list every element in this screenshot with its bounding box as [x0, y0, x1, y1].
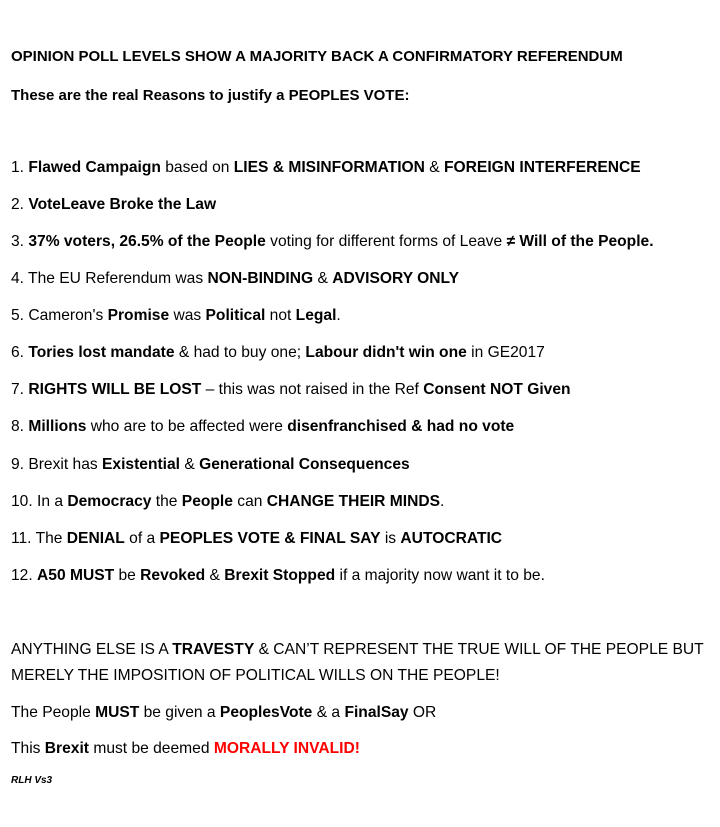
bold-text: TRAVESTY: [172, 641, 255, 658]
text-run: 2.: [11, 196, 29, 213]
text-run: be given a: [139, 704, 220, 721]
text-run: .: [440, 493, 445, 510]
text-run: of a: [124, 530, 160, 547]
bold-text: MUST: [95, 704, 140, 721]
text-run: 9. Brexit has: [11, 456, 103, 473]
text-run: .: [336, 307, 341, 324]
bold-text: CHANGE THEIR MINDS: [266, 493, 441, 510]
text-run: & a: [312, 704, 345, 721]
bold-text: disenfranchised & had no vote: [287, 418, 515, 435]
text-run: was: [169, 307, 206, 324]
bold-text: A50 MUST: [37, 567, 115, 584]
bold-text: Political: [205, 307, 266, 324]
bold-text: RIGHTS WILL BE LOST: [28, 381, 202, 398]
highlight-text: MORALLY INVALID!: [213, 740, 360, 757]
subheadline: These are the real Reasons to justify a PEOPLES VOTE:: [11, 87, 410, 104]
text-run: &: [205, 567, 225, 584]
text-run: is: [380, 530, 401, 547]
reason-item: [11, 195, 216, 215]
text-run: OR: [408, 704, 437, 721]
text-run: can: [232, 493, 267, 510]
text-run: 3.: [11, 233, 29, 250]
bold-text: AUTOCRATIC: [400, 530, 503, 547]
reason-item: [11, 269, 459, 289]
reason-item: [11, 417, 514, 437]
text-run: ANYTHING ELSE IS A: [11, 641, 173, 658]
bold-text: Democracy: [67, 493, 152, 510]
bold-text: Revoked: [140, 567, 206, 584]
headline: OPINION POLL LEVELS SHOW A MAJORITY BACK A CONFIRMATORY REFERENDUM: [11, 48, 623, 65]
text-run: 10. In a: [11, 493, 68, 510]
bold-text: FOREIGN INTERFERENCE: [444, 159, 641, 176]
text-run: the: [151, 493, 182, 510]
text-run: This: [11, 740, 45, 757]
signature: RLH Vs3: [11, 775, 53, 786]
text-run: 4. The EU Referendum was: [11, 270, 208, 287]
bold-text: Generational Consequences: [199, 456, 410, 473]
text-run: based on: [160, 159, 234, 176]
text-run: in GE2017: [466, 344, 545, 361]
text-run: The People: [11, 704, 96, 721]
text-run: – this was not raised in the Ref: [201, 381, 424, 398]
bold-text: Labour didn't win one: [305, 344, 467, 361]
text-run: 7.: [11, 381, 29, 398]
text-run: be: [114, 567, 141, 584]
text-run: 1.: [11, 159, 29, 176]
bold-text: Brexit: [44, 740, 89, 757]
bold-text: ≠ Will of the People.: [506, 233, 654, 250]
bold-text: Millions: [28, 418, 87, 435]
reason-item: [11, 566, 545, 586]
bold-text: DENIAL: [66, 530, 125, 547]
text-run: 6.: [11, 344, 29, 361]
text-run: &: [424, 159, 445, 176]
text-run: MERELY THE IMPOSITION OF POLITICAL WILLS ON THE PEOPLE!: [11, 667, 500, 684]
text-run: must be deemed: [89, 740, 214, 757]
closing-line: [11, 739, 360, 759]
bold-text: People: [181, 493, 233, 510]
reason-item: [11, 380, 571, 400]
bold-text: PEOPLES VOTE & FINAL SAY: [159, 530, 381, 547]
reason-item: [11, 343, 545, 363]
bold-text: LIES & MISINFORMATION: [233, 159, 425, 176]
bold-text: Legal: [295, 307, 337, 324]
bold-text: Consent NOT Given: [423, 381, 571, 398]
text-run: & had to buy one;: [174, 344, 306, 361]
text-run: 8.: [11, 418, 29, 435]
reason-item: [11, 158, 641, 178]
reason-item: [11, 306, 341, 326]
closing-line: [11, 640, 704, 660]
closing-line: [11, 703, 436, 723]
text-run: 11. The: [11, 530, 67, 547]
bold-text: NON-BINDING: [207, 270, 314, 287]
text-run: not: [265, 307, 296, 324]
text-run: who are to be affected were: [86, 418, 288, 435]
bold-text: Brexit Stopped: [224, 567, 336, 584]
bold-text: PeoplesVote: [219, 704, 313, 721]
bold-text: VoteLeave Broke the Law: [28, 196, 217, 213]
reason-item: [11, 455, 410, 475]
bold-text: ADVISORY ONLY: [332, 270, 460, 287]
text-run: voting for different forms of Leave: [265, 233, 507, 250]
bold-text: Promise: [107, 307, 170, 324]
text-run: if a majority now want it to be.: [335, 567, 545, 584]
text-run: &: [313, 270, 333, 287]
bold-text: Existential: [102, 456, 181, 473]
text-run: &: [180, 456, 200, 473]
bold-text: FinalSay: [344, 704, 409, 721]
text-run: 12.: [11, 567, 38, 584]
bold-text: Tories lost mandate: [28, 344, 175, 361]
text-run: 5. Cameron's: [11, 307, 108, 324]
reason-item: [11, 529, 502, 549]
text-run: & CAN’T REPRESENT THE TRUE WILL OF THE PEOPLE BUT: [254, 641, 704, 658]
bold-text: Flawed Campaign: [28, 159, 161, 176]
reason-item: [11, 492, 444, 512]
bold-text: 37% voters, 26.5% of the People: [28, 233, 266, 250]
closing-line: [11, 666, 500, 686]
reason-item: [11, 232, 654, 252]
